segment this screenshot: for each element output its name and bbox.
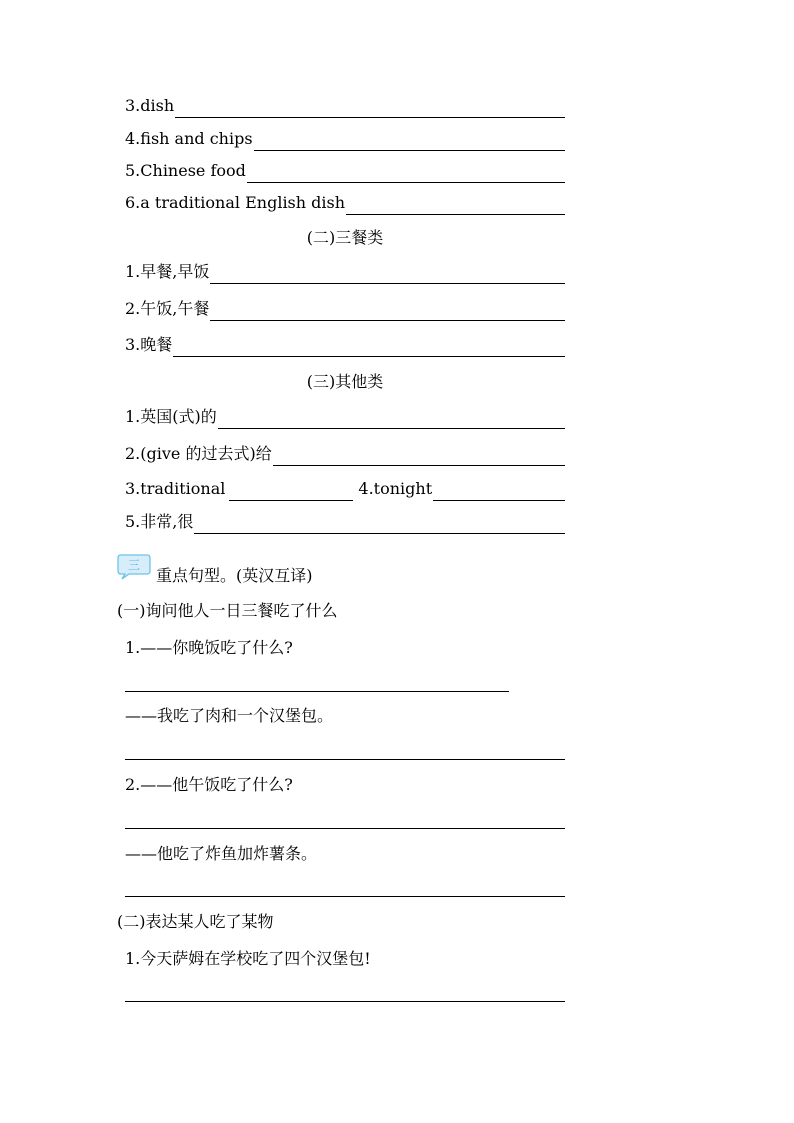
- vocab-line-fish-and-chips: [125, 127, 565, 151]
- section-number: 三: [127, 558, 141, 572]
- answer-blank[interactable]: [254, 128, 565, 151]
- question-3: 1.今天萨姆在学校吃了四个汉堡包!: [125, 949, 371, 968]
- vocab-label: 3.dish: [125, 96, 175, 115]
- speech-bubble-icon: [117, 552, 151, 580]
- vocab-label: 5.非常,很: [125, 512, 194, 531]
- other-line-very: [125, 510, 565, 534]
- answer-blank[interactable]: [173, 334, 565, 357]
- vocab-line-traditional-dish: [125, 191, 565, 215]
- other-line-gave: [125, 442, 565, 466]
- answer-blank[interactable]: [273, 443, 565, 466]
- vocab-line-dish: [125, 94, 565, 118]
- answer-blank[interactable]: [346, 192, 565, 215]
- other-line-british: [125, 405, 565, 429]
- question-2: 2.——他午饭吃了什么?: [125, 775, 293, 794]
- question-1: 1.——你晚饭吃了什么?: [125, 638, 293, 657]
- answer-blank[interactable]: [175, 95, 565, 118]
- other-heading: (三)其他类: [306, 372, 384, 391]
- answer-blank[interactable]: [229, 478, 353, 501]
- vocab-label: 5.Chinese food: [125, 161, 246, 180]
- meals-line-dinner: [125, 333, 565, 357]
- vocab-label: 3.traditional: [125, 479, 226, 498]
- vocab-label: 4.tonight: [358, 479, 433, 498]
- answer-line[interactable]: [125, 1001, 565, 1002]
- answer-line[interactable]: [125, 896, 565, 897]
- answer-blank[interactable]: [210, 261, 565, 284]
- vocab-line-chinese-food: [125, 159, 565, 183]
- subsection-heading: (一)询问他人一日三餐吃了什么: [117, 601, 338, 620]
- meals-line-breakfast: [125, 260, 565, 284]
- vocab-label: 2.午饭,午餐: [125, 299, 210, 318]
- meals-line-lunch: [125, 297, 565, 321]
- answer-blank[interactable]: [433, 478, 565, 501]
- answer-line[interactable]: [125, 691, 509, 692]
- vocab-label: 6.a traditional English dish: [125, 193, 346, 212]
- answer-blank[interactable]: [210, 298, 565, 321]
- answer-line[interactable]: [125, 759, 565, 760]
- answer-prompt-1: ——我吃了肉和一个汉堡包。: [125, 706, 334, 725]
- other-line-pair: [125, 477, 565, 501]
- vocab-label: 4.fish and chips: [125, 129, 253, 148]
- answer-line[interactable]: [125, 828, 565, 829]
- vocab-label: 2.(give 的过去式)给: [125, 444, 272, 463]
- answer-blank[interactable]: [247, 160, 565, 183]
- vocab-label: 1.早餐,早饭: [125, 262, 210, 281]
- section-title: 重点句型。(英汉互译): [156, 566, 313, 585]
- answer-blank[interactable]: [194, 511, 565, 534]
- answer-prompt-2: ——他吃了炸鱼加炸薯条。: [125, 844, 318, 863]
- vocab-label: 3.晚餐: [125, 335, 173, 354]
- vocab-label: 1.英国(式)的: [125, 407, 217, 426]
- meals-heading: (二)三餐类: [306, 228, 384, 247]
- subsection-heading: (二)表达某人吃了某物: [117, 912, 274, 931]
- answer-blank[interactable]: [218, 406, 565, 429]
